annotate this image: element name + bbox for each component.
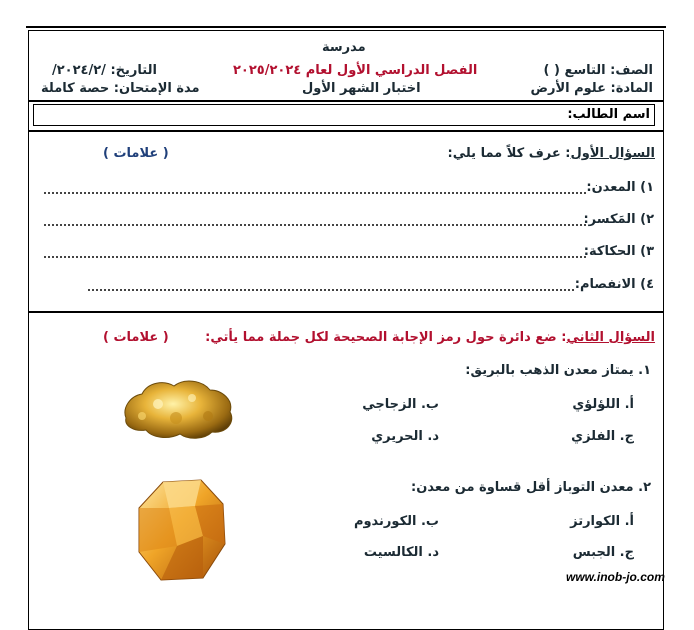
q1-heading <box>448 146 655 161</box>
q2-2-option-a[interactable]: أ. الكوارتز <box>570 514 634 529</box>
top-border-line <box>26 26 666 28</box>
q2-2-option-c[interactable]: ج. الجبس <box>572 545 634 560</box>
q2-1-option-c[interactable]: ج. الفلزي <box>571 429 634 444</box>
q2-stem-1: ١. يمتاز معدن الذهب بالبريق: <box>465 363 651 378</box>
q2-stem-2: ٢. معدن التوباز أقل قساوة من معدن: <box>411 480 651 495</box>
q2-instruction: : ضع دائرة حول رمز الإجابة الصحيحة لكل جملة مما يأتي: <box>205 330 567 345</box>
q1-item-1: ١) المعدن: <box>586 180 654 195</box>
q2-2-option-b[interactable]: ب. الكورندوم <box>353 514 439 529</box>
class-label: الصف: التاسع ( ) <box>543 63 653 78</box>
exam-date: التاريخ: /٢٠٢٤/٢/ <box>52 63 157 78</box>
answer-line-1[interactable] <box>44 192 586 194</box>
q2-marks: ( علامات ) <box>103 330 169 345</box>
name-divider <box>28 130 664 132</box>
school-name: مدرسة <box>322 40 366 55</box>
answer-line-4[interactable] <box>88 289 574 291</box>
subject-label: المادة: علوم الأرض <box>530 81 653 96</box>
q1-item-3: ٣) الحكاكة: <box>583 244 654 259</box>
q2-2-option-d[interactable]: د. الكالسيت <box>363 545 439 560</box>
exam-duration: مدة الإمتحان: حصة كاملة <box>41 81 200 96</box>
student-name-box <box>33 104 655 126</box>
q2-1-option-b[interactable]: ب. الزجاجي <box>362 397 439 412</box>
answer-line-2[interactable] <box>44 224 586 226</box>
q1-q2-divider <box>28 311 664 313</box>
header-divider <box>28 100 664 102</box>
student-name-label: اسم الطالب: <box>567 107 650 122</box>
q2-heading <box>205 330 655 345</box>
answer-line-3[interactable] <box>44 256 586 258</box>
q2-1-option-a[interactable]: أ. اللؤلؤي <box>572 397 634 412</box>
q1-marks: ( علامات ) <box>103 146 169 161</box>
topaz-crystal-image <box>133 474 229 586</box>
exam-title: اختبار الشهر الأول <box>302 81 421 96</box>
semester-title: الفصل الدراسي الأول لعام ٢٠٢٥/٢٠٢٤ <box>233 63 478 78</box>
website-footer[interactable]: www.inob-jo.com <box>566 570 665 584</box>
q1-item-2: ٢) المَكسر: <box>583 212 654 227</box>
q2-title: السؤال الثاني <box>566 330 655 345</box>
q2-1-option-d[interactable]: د. الحريري <box>371 429 439 444</box>
q1-title: السؤال الأول <box>570 146 655 161</box>
q1-item-4: ٤) الانفصام: <box>574 277 654 292</box>
q1-instruction: : عرف كلاً مما يلي: <box>447 146 571 161</box>
gold-nugget-image <box>118 374 238 444</box>
